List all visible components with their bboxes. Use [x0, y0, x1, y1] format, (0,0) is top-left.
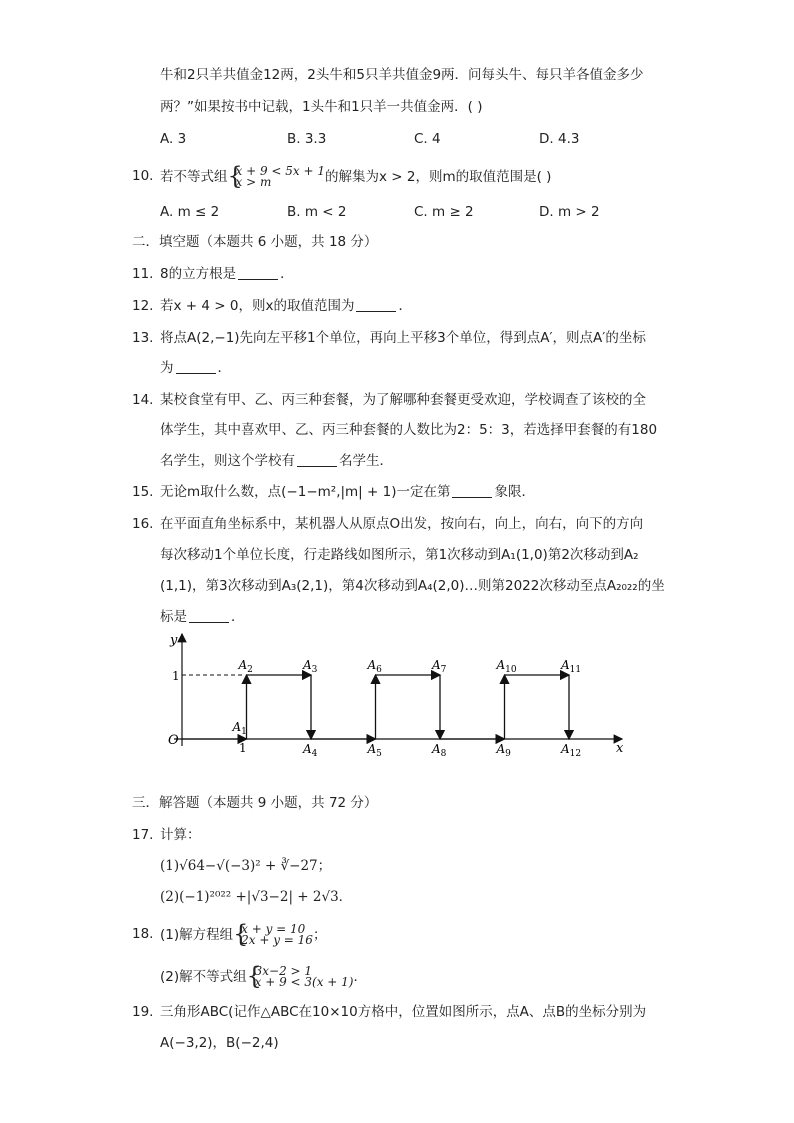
point-label-a4: $A_4$ [303, 742, 318, 758]
q13-line2 [160, 358, 231, 378]
point-labels [232, 658, 582, 758]
answer-blank [238, 265, 278, 280]
q10-system-top: x + 9 < 5x + 1 [235, 164, 325, 178]
q15-stem [160, 482, 535, 502]
q15-number: 15. [132, 484, 154, 500]
q13-line1: 将点A(2,−1)先向左平移1个单位，再向上平移3个单位，得到点A′，则点A′的坐标 [160, 330, 646, 346]
robot-path-figure [160, 628, 640, 758]
point-label-a12: $A_{12}$ [561, 742, 582, 758]
brace-icon: { [227, 162, 243, 190]
q10-stem [160, 162, 552, 190]
q14-line1: 某校食堂有甲、乙、丙三种套餐，为了解哪种套餐更受欢迎，学校调查了该校的全 [160, 392, 646, 408]
q10-system-bottom: x > m [235, 175, 272, 189]
q10-suffix: 的解集为x > 2，则m的取值范围是( ) [325, 169, 552, 185]
q9-option-c: C. 4 [414, 131, 441, 147]
q19-line1: 三角形ABC(记作△ABC在10×10方格中，位置如图所示，点A、点B的坐标分别为 [160, 1004, 647, 1020]
origin-label: O [168, 733, 179, 748]
q18-part2 [160, 962, 367, 990]
brace-icon: { [246, 962, 262, 990]
q18-system1-top: x + y = 10 [241, 922, 306, 936]
point-label-a10: $A_{10}$ [496, 658, 517, 675]
q11-number: 11. [132, 266, 154, 282]
q10-number: 10. [132, 168, 154, 184]
q18-system2-top: 3x−2 > 1 [254, 964, 313, 978]
q17-title: 计算： [160, 827, 201, 843]
q16-number: 16. [132, 516, 154, 532]
q18-system1 [233, 920, 313, 948]
answer-blank [452, 483, 492, 498]
answer-blank [176, 359, 216, 374]
q18-part2-prefix: (2)解不等式组 [160, 969, 247, 985]
q11-before: 8的立方根是 [160, 266, 237, 282]
point-label-a8: $A_8$ [432, 742, 447, 758]
q13-line2-after: ． [217, 360, 231, 376]
q10-system [227, 162, 326, 190]
q12-before: 若x + 4 > 0，则x的取值范围为 [160, 298, 355, 314]
q13-number: 13. [132, 330, 154, 346]
q18-part1-prefix: (1)解方程组 [160, 927, 234, 943]
q9-option-d: D. 4.3 [539, 131, 580, 147]
q9-line2: 两？”如果按书中记载，1头牛和1只羊一共值金两．( ) [160, 99, 483, 115]
q11-after: ． [280, 266, 294, 282]
point-label-a3: $A_3$ [303, 658, 318, 675]
point-label-a11: $A_{11}$ [561, 658, 582, 675]
q9-line1: 牛和2只羊共值金12两，2头牛和5只羊共值金9两．问每头牛、每只羊各值金多少 [160, 67, 644, 83]
q18-part1-suffix: ； [312, 927, 327, 943]
q17-part1: (1)√64−√(−3)² + ∛−27； [160, 858, 332, 874]
q10-option-c: C. m ≥ 2 [414, 204, 474, 220]
q18-system2 [246, 962, 354, 990]
q18-system1-bottom: 2x + y = 16 [241, 933, 313, 947]
q16-line2: 每次移动1个单位长度，行走路线如图所示，第1次移动到A₁(1,0)第2次移动到A₂ [160, 547, 639, 563]
q10-option-d: D. m > 2 [539, 204, 600, 220]
y-tick-1: 1 [172, 669, 180, 683]
q14-line3 [160, 451, 393, 471]
q14-line3-after: 名学生． [339, 453, 393, 469]
q10-option-b: B. m < 2 [287, 204, 347, 220]
x-axis-label: x [616, 741, 624, 756]
q17-number: 17. [132, 827, 154, 843]
answer-blank [356, 297, 396, 312]
answer-blank [189, 608, 229, 623]
q18-system2-bottom: x + 9 < 3(x + 1) [254, 975, 354, 989]
q16-line4-after: ． [231, 609, 245, 625]
q17-part2: (2)(−1)²⁰²² +|√3−2| + 2√3． [160, 889, 353, 905]
q12-stem [160, 296, 412, 316]
q11-stem [160, 264, 294, 284]
q13-line2-before: 为 [160, 360, 174, 376]
q14-line2: 体学生，其中喜欢甲、乙、丙三种套餐的人数比为2：5：3，若选择甲套餐的有180 [160, 422, 658, 438]
q10-option-a: A. m ≤ 2 [160, 204, 220, 220]
section-2-heading: 二．填空题（本题共 6 小题，共 18 分） [132, 234, 378, 250]
q15-after: 象限． [494, 484, 535, 500]
q16-line3: (1,1)，第3次移动到A₃(2,1)，第4次移动到A₄(2,0)…则第2022次移动至点A₂₀₂₂的坐 [160, 578, 665, 594]
point-label-a6: $A_6$ [367, 658, 382, 675]
y-axis-label: y [170, 633, 178, 648]
point-label-a5: $A_5$ [367, 742, 382, 758]
q9-option-a: A. 3 [160, 131, 187, 147]
q16-line4 [160, 607, 245, 627]
q18-part1 [160, 920, 327, 948]
q15-before: 无论m取什么数，点(−1−m²,|m| + 1)一定在第 [160, 484, 451, 500]
q18-part2-suffix: ． [353, 969, 367, 985]
section-3-heading: 三．解答题（本题共 9 小题，共 72 分） [132, 795, 378, 811]
point-label-a1: $A_1$ [232, 720, 247, 737]
q16-line4-before: 标是 [160, 609, 187, 625]
answer-blank [297, 452, 337, 467]
q14-line3-before: 名学生，则这个学校有 [160, 453, 295, 469]
q12-number: 12. [132, 298, 154, 314]
q19-line2: A(−3,2)，B(−2,4) [160, 1035, 279, 1051]
q14-number: 14. [132, 392, 154, 408]
q16-line1: 在平面直角坐标系中，某机器人从原点O出发，按向右，向上，向右，向下的方向 [160, 516, 644, 532]
q12-after: ． [398, 298, 412, 314]
q18-number: 18. [132, 926, 154, 942]
q10-prefix: 若不等式组 [160, 169, 228, 185]
q9-option-b: B. 3.3 [287, 131, 327, 147]
brace-icon: { [233, 920, 249, 948]
point-label-a2: $A_2$ [238, 658, 253, 675]
q19-number: 19. [132, 1004, 154, 1020]
point-label-a9: $A_9$ [496, 742, 511, 758]
x-tick-1: 1 [239, 741, 247, 755]
point-label-a7: $A_7$ [432, 658, 447, 675]
